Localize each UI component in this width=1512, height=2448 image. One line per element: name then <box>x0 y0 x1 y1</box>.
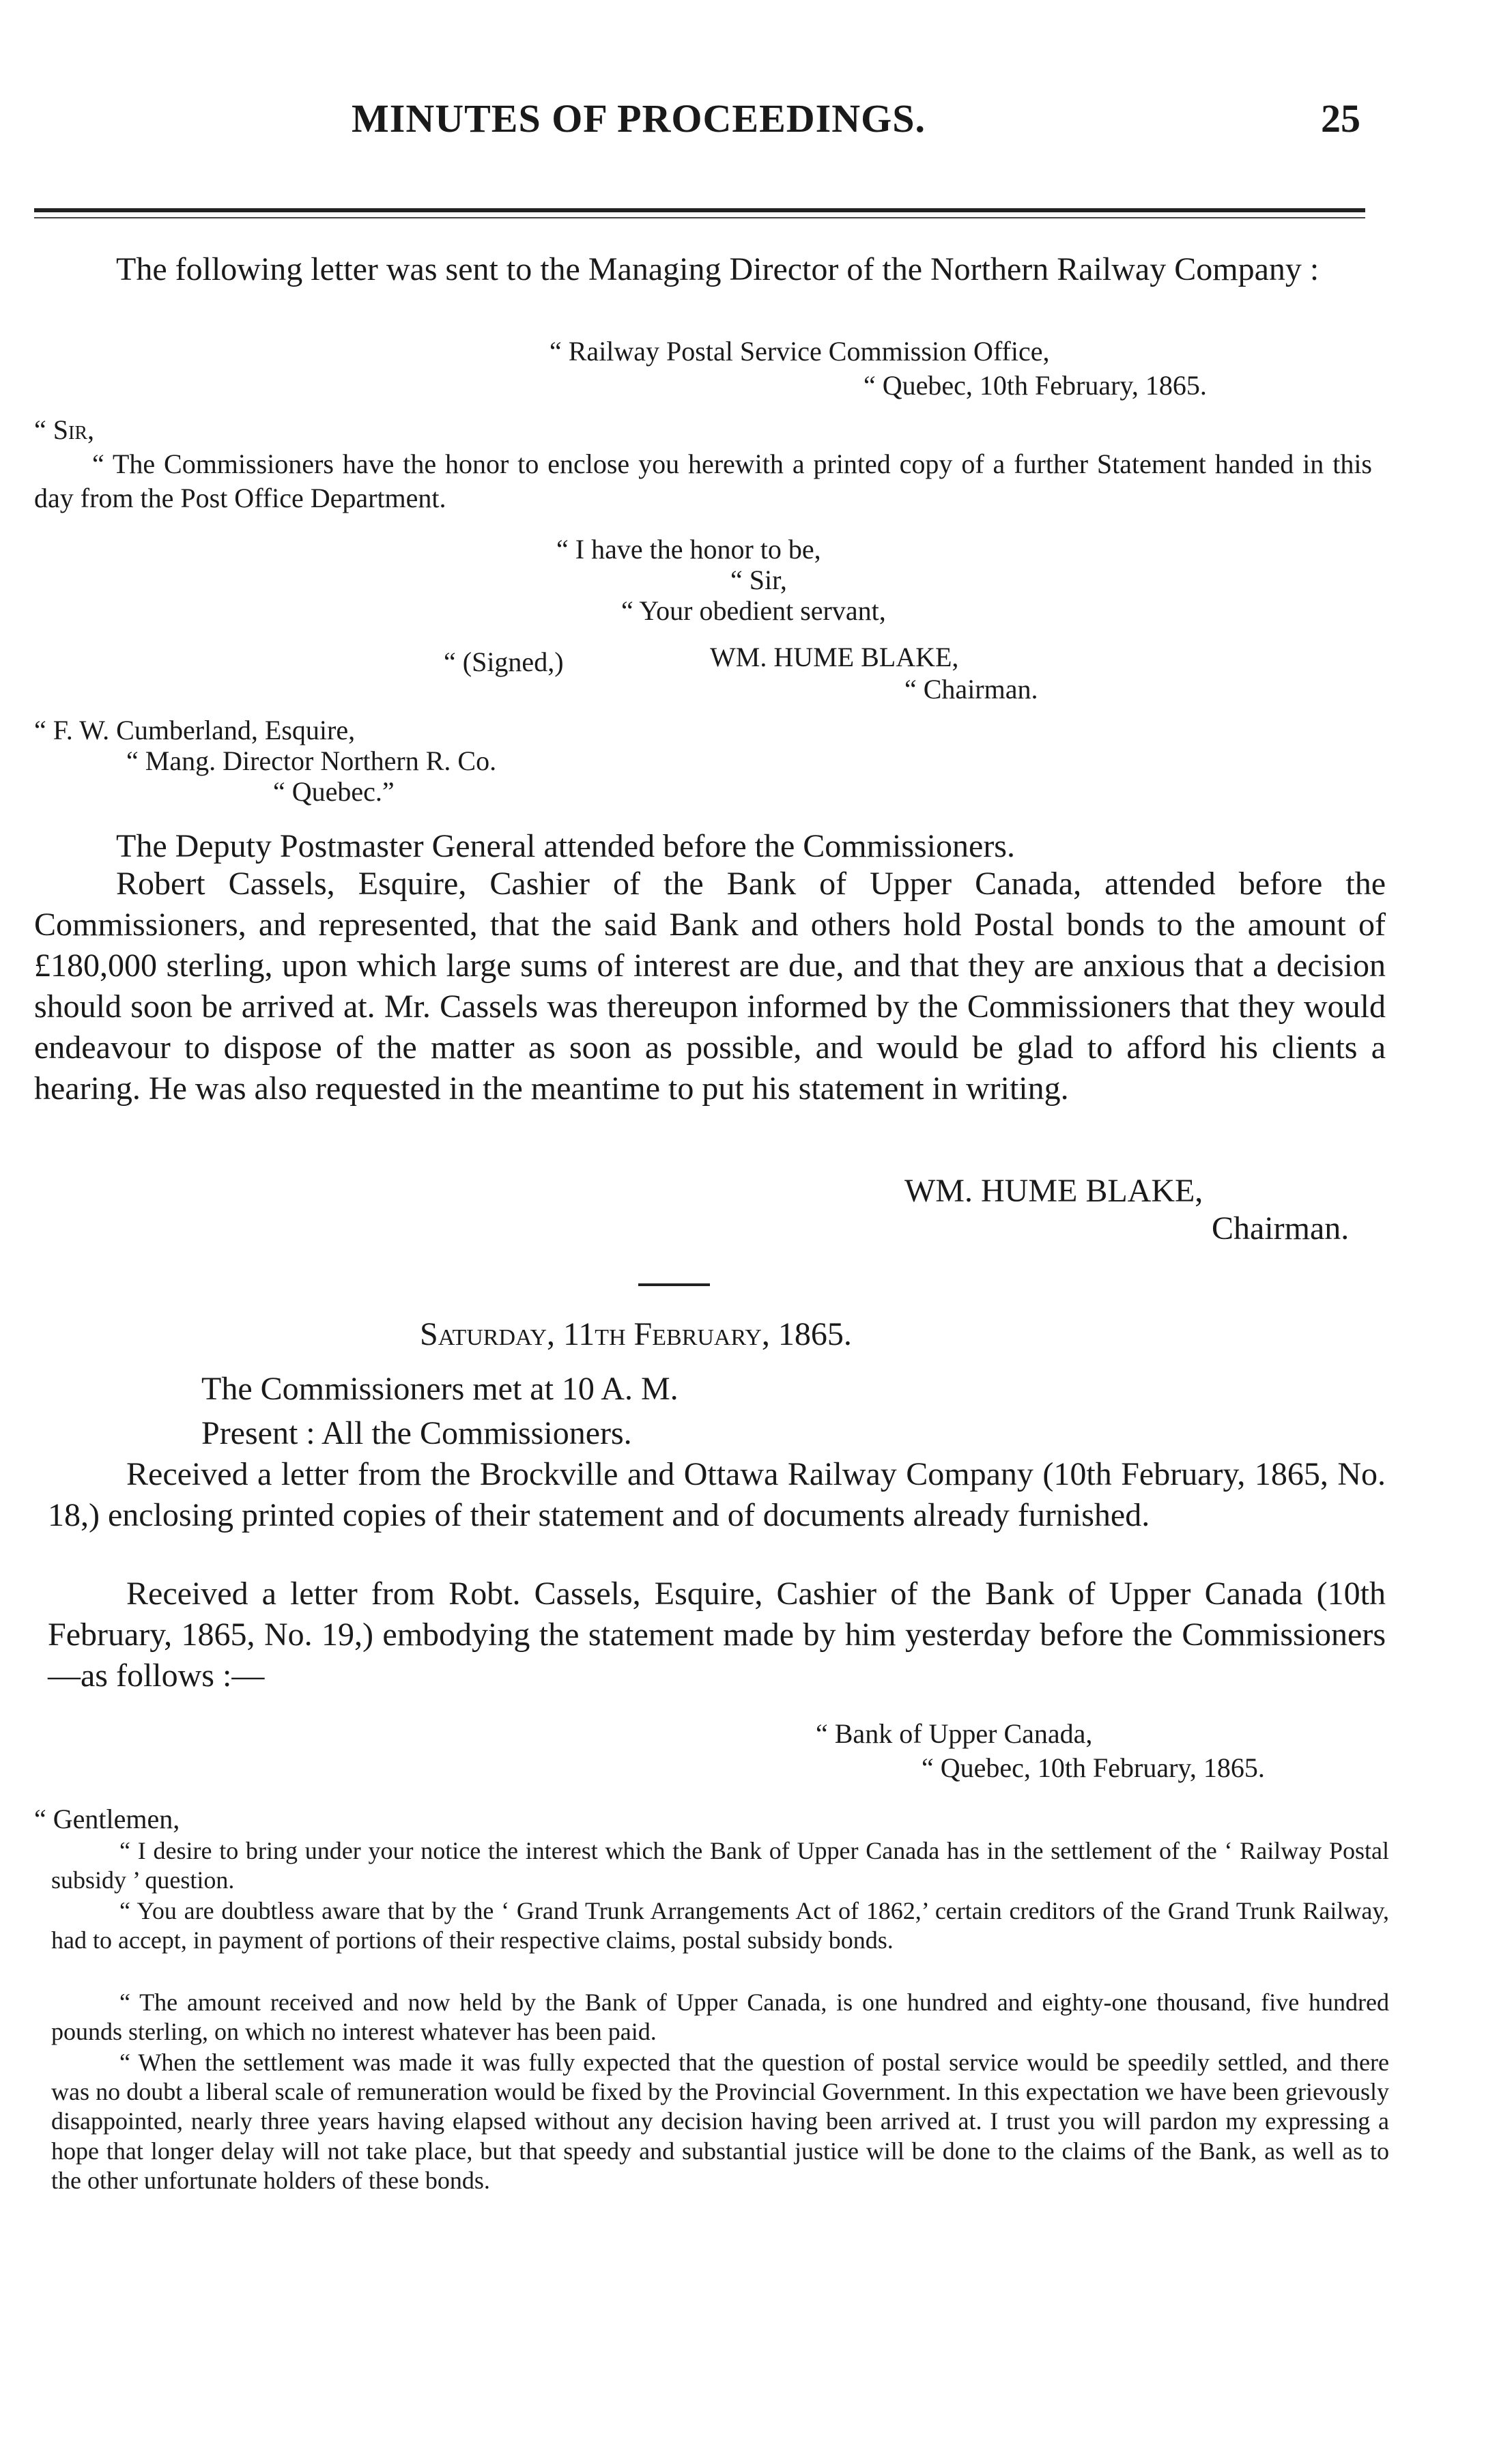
letter1-body: “ The Commissioners have the honor to enclose you herewith a printed copy of a further Statement handed in this day from the Post Office Department. <box>34 449 1372 513</box>
date-heading: Saturday, 11th February, 1865. <box>420 1316 852 1352</box>
letter2-address-line2: “ Quebec, 10th February, 1865. <box>922 1752 1265 1783</box>
running-title: MINUTES OF PROCEEDINGS. <box>352 96 926 141</box>
intro-paragraph: The following letter was sent to the Managing Director of the Northern Railway Company : <box>116 251 1320 287</box>
page-header <box>0 96 1512 150</box>
letter1-closing3: “ Your obedient servant, <box>621 595 886 626</box>
cassels-letter-paragraph: Received a letter from Robt. Cassels, Esquire, Cashier of the Bank of Upper Canada (10th February, 1865, No. 19,) embodying the statement made by him yesterday before the Commissioners—as follows :— <box>48 1576 1386 1694</box>
letter1-address-line2: “ Quebec, 10th February, 1865. <box>864 370 1207 401</box>
cassels-paragraph: Robert Cassels, Esquire, Cashier of the Bank of Upper Canada, attended before the Commissioners, and represented, that the said Bank and others hold Postal bonds to the amount of £180,000 sterling, upon which large sums of interest are due, and that they are anxious that a decision should soon be arrived at. Mr. Cassels was thereupon informed by the Commissioners that they would endeavour to dispose of the matter as soon as possible, and would be glad to afford his clients a hearing. He was also requested in the meantime to put his statement in writing. <box>34 866 1386 1107</box>
letter1-salutation: “ Sir, <box>34 414 94 445</box>
section-divider <box>638 1283 710 1286</box>
letter1-closing2: “ Sir, <box>730 565 787 595</box>
letter2-paragraph2: “ You are doubtless aware that by the ‘ Grand Trunk Arrangements Act of 1862,’ certain creditors of the Grand Trunk Railway, had to accept, in payment of portions of their respective claims, postal subsidy bonds. <box>51 1897 1389 1954</box>
page-number: 25 <box>1321 96 1360 141</box>
section1-signature-name: WM. HUME BLAKE, <box>904 1173 1203 1209</box>
letter2-paragraph1: “ I desire to bring under your notice the interest which the Bank of Upper Canada has in the settlement of the ‘ Railway Postal subsidy ’ question. <box>51 1837 1389 1894</box>
letter1-recipient3: “ Quebec.” <box>273 776 395 807</box>
commissioners-met: The Commissioners met at 10 A. M. <box>201 1371 679 1407</box>
header-rule-thick <box>34 208 1365 212</box>
present-line: Present : All the Commissioners. <box>201 1415 632 1451</box>
letter1-address-line1: “ Railway Postal Service Commission Office, <box>550 336 1050 367</box>
brockville-paragraph: Received a letter from the Brockville and Ottawa Railway Company (10th February, 1865, No. 18,) enclosing printed copies of their statement and of documents already furnished. <box>48 1456 1386 1533</box>
letter1-closing1: “ I have the honor to be, <box>556 534 821 565</box>
letter2-salutation: “ Gentlemen, <box>34 1804 180 1834</box>
letter1-signer: WM. HUME BLAKE, <box>710 642 959 672</box>
letter2-paragraph3: “ The amount received and now held by the Bank of Upper Canada, is one hundred and eighty-one thousand, five hundred pounds sterling, on which no interest whatever has been paid. <box>51 1989 1389 2046</box>
header-rule-thin <box>34 217 1365 218</box>
section1-signature-title: Chairman. <box>1212 1210 1350 1247</box>
letter1-recipient2: “ Mang. Director Northern R. Co. <box>126 745 497 776</box>
letter1-signer-title: “ Chairman. <box>904 674 1038 704</box>
letter1-signed: “ (Signed,) <box>444 646 564 677</box>
letter2-address-line1: “ Bank of Upper Canada, <box>816 1718 1093 1749</box>
deputy-postmaster-paragraph: The Deputy Postmaster General attended before the Commissioners. <box>116 828 1015 864</box>
letter2-paragraph4: “ When the settlement was made it was fully expected that the question of postal service would be speedily settled, and there was no doubt a liberal scale of remuneration would be fixed by the Provincial Government. In this expectation we have been grievously disappointed, nearly three years having elapsed without any decision having been arrived at. I trust you will pardon my expressing a hope that longer delay will not take place, but that speedy and substantial justice will be done to the claims of the Bank, as well as to the other unfortunate holders of these bonds. <box>51 2049 1389 2194</box>
letter1-recipient1: “ F. W. Cumberland, Esquire, <box>34 715 356 745</box>
